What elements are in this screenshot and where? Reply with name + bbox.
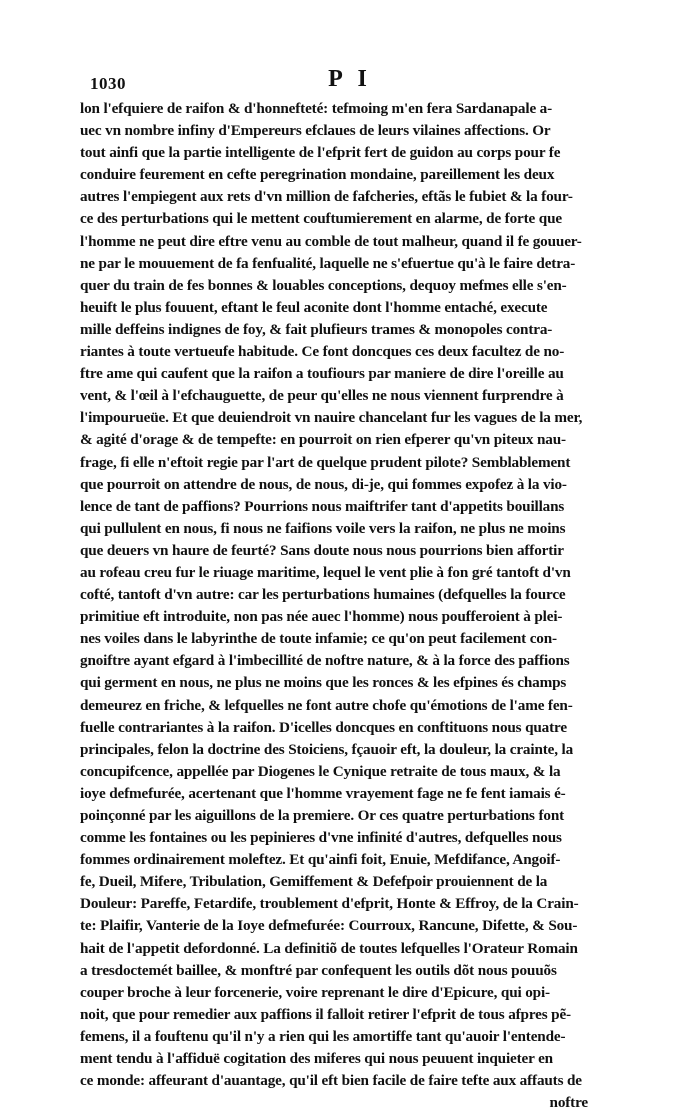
running-head: P I [328,66,372,92]
text-line: a tresdoctemét baillee, & monftré par confequent les outils dõt nous pouuõs [80,961,557,979]
text-line: gnoiftre ayant efgard à l'imbecillité de noftre nature, & à la force des paffions [80,652,570,670]
text-line: lence de tant de paffions? Pourrions nous maiftrifer tant d'appetits bouillans [80,497,565,515]
text-line: au rofeau creu fur le riuage maritime, lequel le vent plie à fon gré tantoft d'vn [80,563,571,581]
text-line: nes voiles dans le labyrinthe de toute infamie; ce qu'on peut facilement con- [80,630,557,648]
text-line: que deuers vn haure de feurté? Sans doute nous nous pourrions bien affortir [80,541,564,559]
text-line: l'impourueüe. Et que deuiendroit vn nauire chancelant fur les vagues de la mer, [80,409,583,427]
text-line: mille deffeins indignes de foy, & fait plufieurs trames & monopoles contra- [80,320,553,338]
text-line: uec vn nombre infiny d'Empereurs efclaues de leurs vilaines affections. Or [80,122,551,140]
catchword: noftre [549,1094,588,1112]
text-line: conduire feurement en cefte peregrination mondaine, pareillement les deux [80,166,555,184]
text-line: riantes à toute vertueufe habitude. Ce font doncques ces deux facultez de no- [80,343,565,361]
page-header [80,66,620,94]
text-line: comme les fontaines ou les pepinieres d'vne infinité d'autres, defquelles nous [80,829,562,847]
text-line: vent, & l'œil à l'efchauguette, de peur qu'elles ne nous viennent furprendre à [80,387,564,405]
text-line: ne par le mouuement de fa fenfualité, laquelle ne s'efuertue qu'à le faire detra- [80,254,576,272]
text-line: fe, Dueil, Mifere, Tribulation, Gemiffement & Defefpoir prouiennent de la [80,873,548,891]
text-line: qui pullulent en nous, fi nous ne faifions voile vers la raifon, ne plus ne moins [80,519,566,537]
text-line: & agité d'orage & de tempefte: en pourroit on rien efperer qu'vn piteux nau- [80,431,566,449]
text-line: concupifcence, appellée par Diogenes le Cynique retraite de tous maux, & la [80,762,561,780]
text-line: qui germent en nous, ne plus ne moins que les ronces & les efpines és champs [80,674,567,692]
text-line: poinçonné par les aiguillons de la premiere. Or ces quatre perturbations font [80,807,565,824]
text-line: couper broche à leur forcenerie, voire reprenant le dire d'Epicure, qui opi- [80,983,550,1001]
text-line: tout ainfi que la partie intelligente de l'efprit fert de guidon au corps pour fe [80,144,561,162]
text-line: l'homme ne peut dire eftre venu au comble de tout malheur, quand il fe gouuer- [80,232,582,250]
text-line: frage, fi elle n'eftoit regie par l'art de quelque prudent pilote? Semblablement [80,453,571,471]
text-line: que pourroit on attendre de nous, de nous, di-je, qui fommes expofez à la vio- [80,475,567,493]
text-line: fommes ordinairement moleftez. Et qu'ainfi foit, Enuie, Mefdifance, Angoif- [80,851,561,869]
text-line: demeurez en friche, & lefquelles ne font autre chofe qu'émotions de l'ame fen- [80,696,573,714]
text-line: ment tendu à l'affiduë cogitation des miferes qui nous peuuent inquieter en [80,1050,553,1068]
text-line: ce des perturbations qui le mettent couftumierement en alarme, de forte que [80,210,562,228]
text-line: quer du train de fes bonnes & louables conceptions, dequoy mefmes elle s'en- [80,276,567,294]
text-line: femens, il a fouftenu qu'il n'y a rien qui les amortiffe tant qu'auoir l'entende- [80,1027,566,1045]
text-line: hait de l'appetit defordonné. La definitiõ de toutes lefquelles l'Orateur Romain [80,939,578,957]
text-line: heuift le plus fouuent, eftant le feul aconite dont l'homme entaché, execute [80,298,548,316]
page-number: 1030 [90,74,126,93]
body-text [80,98,596,1114]
text-line: ioye defmefurée, acertenant que l'homme vrayement fage ne fe fent iamais é- [80,784,566,802]
text-line: fuelle contrariantes à la raifon. D'icelles doncques en conftituons nous quatre [80,718,567,736]
text-line: ftre ame qui caufent que la raifon a toufiours par maniere de dire l'oreille au [80,365,564,383]
text-line: principales, felon la doctrine des Stoiciens, fçauoir eft, la douleur, la crainte, la [80,740,574,758]
text-line: cofté, tantoft d'vn autre: car les perturbations humaines (defquelles la fource [80,586,566,604]
text-line: autres l'empiegent aux rets d'vn million de fafcheries, eftãs le fubiet & la four- [80,188,573,206]
text-line: ce monde: affeurant d'auantage, qu'il eft bien facile de faire tefte aux affauts de [80,1072,582,1090]
text-line: primitiue eft introduite, non pas née auec l'homme) nous poufferoient à plei- [80,608,563,626]
text-line: Douleur: Pareffe, Fetardife, troublement d'efprit, Honte & Effroy, de la Crain- [80,895,579,913]
text-line: te: Plaifir, Vanterie de la Ioye defmefurée: Courroux, Rancune, Difette, & Sou- [80,917,578,935]
text-line: lon l'efquiere de raifon & d'honnefteté: tefmoing m'en fera Sardanapale a- [80,100,553,117]
text-line: noit, que pour remedier aux paffions il falloit retirer l'efprit de tous afpres pẽ- [80,1005,571,1023]
